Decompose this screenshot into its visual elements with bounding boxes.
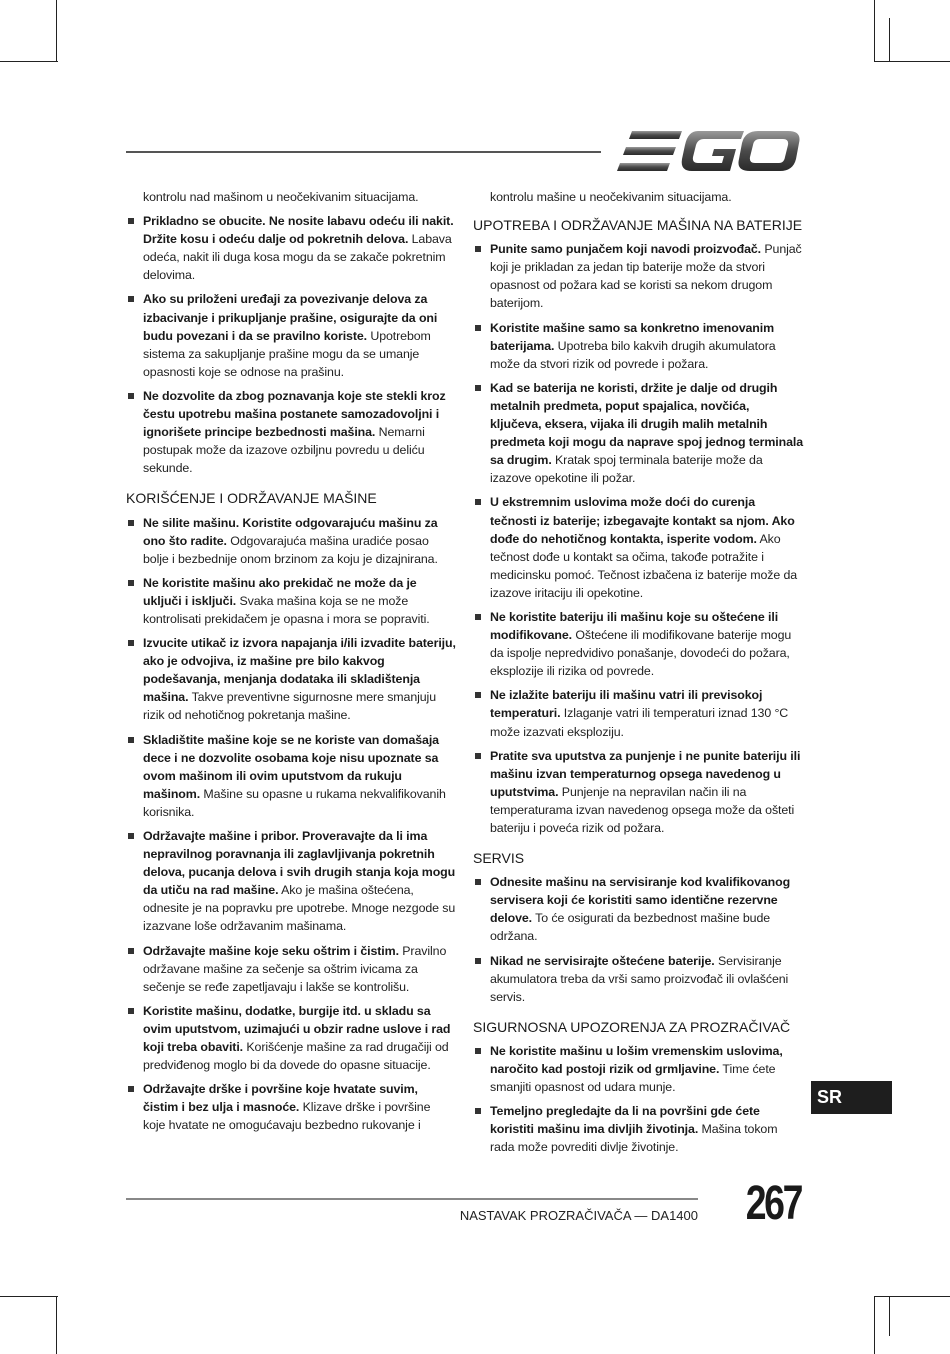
bullet-item [126,634,456,724]
crop-mark [874,0,875,62]
crop-mark [889,18,890,62]
ego-logo [616,127,802,175]
bullet-item-text: Takve preventivne sigurnosne mere smanjuju rizik od nehotičnog pokretanja mašine. [143,690,437,723]
section-heading-service: SERVIS [473,850,525,867]
bullet-item-lead: Ne koristite bateriju ili mašinu koje su oštećene ili modifikovane. [490,609,779,643]
right-column [473,188,803,1163]
bullet-item [126,574,456,628]
crop-mark [56,1296,57,1354]
bullet-item [473,686,803,740]
bullet-item-text: Punjač koji je prikladan za jedan tip baterije može da stvori opasnost od požara kad se koristi sa nekom drugom baterijom. [490,242,802,311]
bullet-item-lead: Odnesite mašinu na servisiranje kod kvalifikovanog servisera koji će koristiti samo identične rezervne delove. [490,875,791,926]
section-heading-battery-use: UPOTREBA I ODRŽAVANJE MAŠINA NA BATERIJE [473,217,803,234]
bullet-item-text: Oštećene ili modifikovane baterije mogu da ispolje nepredvidivo ponašanje, dovodeći do požara, eksplozije ili rizika od povrede. [490,628,792,679]
bullet-item-lead: Ne izlažite bateriju ili mašinu vatri ili previsokoj temperaturi. [490,688,763,721]
bullet-item-text: Odgovarajuća mašina uradiće posao bolje i bezbednije onom brzinom za koju je dizajnirana. [143,533,438,566]
bullet-item-lead: Punite samo punjačem koji navodi proizvođač. [490,242,762,257]
bullet-item-lead: Temeljno pregledajte da li na površini gde ćete koristiti mašinu ima divljih životinja. [490,1104,760,1137]
bullet-item [126,731,456,821]
bullet-item-lead: Kad se baterija ne koristi, držite je dalje od drugih metalnih predmeta, poput spajalica, novčića, ključeva, eksera, vijaka ili drugih malih metalnih predmeta koji mogu da naprave spoj jednog terminala sa drugim. [490,380,803,468]
bullet-item-lead: Ne koristite mašinu u lošim vremenskim uslovima, naročito kad postoji rizik od grmljavine. [490,1043,783,1077]
bullet-item-lead: Pratite sva uputstva za punjenje i ne punite bateriju ili mašinu izvan temperaturnog opsega navedenog u uputstvima. [490,748,801,799]
crop-mark [889,1296,890,1336]
crop-mark [874,61,950,62]
crop-mark [874,1296,875,1354]
bullet-item-text: Kratak spoj terminala baterije može da izazove opekotine ili požar. [490,453,763,486]
bullet-item-lead: Koristite mašinu, dodatke, burgije itd. u skladu sa ovim uputstvom, uzimajući u obzir radne uslove i rad koji treba obaviti. [143,1003,451,1055]
bullet-item-lead: Ne dozvolite da zbog poznavanja koje ste stekli kroz čestu upotrebu mašina postanete samozadovoljni i ignorišete principe bezbednosti mašina. [143,388,446,440]
bullet-item-text: Izlaganje vatri ili temperaturi iznad 130 °C može izazvati eksploziju. [490,706,789,739]
bullet-item-lead: Ako su priloženi uređaji za povezivanje delova za izbacivanje i prikupljanje prašine, osigurajte da oni budu povezani i da se pravilno koriste. [143,292,438,343]
bullet-item-text: Ako tečnost dođe u kontakt sa očima, takođe potražite i medicinsku pomoć. Tečnost izbačena iz baterije može da izazove iritaciju ili opekotine. [490,531,798,600]
left-column [126,188,456,1141]
header-rule [126,151,601,153]
footer-title: NASTAVAK PROZRAČIVAČA — DA1400 [459,1208,698,1223]
bullet-item [126,387,456,477]
bullet-item-lead: Ne silite mašinu. Koristite odgovarajuću mašinu za ono što radite. [143,515,438,548]
bullet-item [126,514,456,568]
bullet-item-lead: Koristite mašine samo sa konkretno imenovanim baterijama. [490,320,775,353]
bullet-item [473,873,803,945]
bullet-item-lead: Izvucite utikač iz izvora napajanja i/ili izvadite bateriju, ako je odvojiva, iz mašine pre bilo kakvog podešavanja, menjanja dodataka ili skladištenja mašina. [143,636,456,705]
bullet-item-text: Mašine su opasne u rukama nekvalifikovanih korisnika. [143,786,446,819]
section-heading-aerator-warnings: SIGURNOSNA UPOZORENJA ZA PROZRAČIVAČ [473,1018,791,1035]
bullet-item-text: Korišćenje mašine za rad drugačiji od predviđenog moglo bi da dovede do opasne situacije. [143,1040,449,1073]
crop-mark [0,61,58,62]
bullet-item-lead: Održavajte mašine i pribor. Proveravajte da li ima nepravilnog poravnanja ili zaglavljivanja pokretnih delova, pucanja delova i svih drugih stanja koja mogu da utiču na rad mašine. [143,829,456,898]
bullet-item-lead: Prikladno se obucite. Ne nosite labavu odeću ili nakit. Držite kosu i odeću dalje od pokretnih delova. [143,214,454,247]
bullet-item [473,493,803,602]
bullet-item-lead: Održavajte mašine koje seku oštrim i čistim. [143,943,399,958]
bullet-item-text: Punjenje na nepravilan način ili na temperaturama izvan navedenog opsega može da ošteti bateriju i poveća rizik od požara. [490,784,795,835]
bullet-item-text: Upotrebom sistema za sakupljanje prašine mogu da se umanje opasnosti koje se odnose na prašinu. [143,328,431,379]
crop-mark [874,1296,950,1297]
bullet-item [473,379,803,488]
bullet-item-text: Svaka mašina koja se ne može kontrolisati prekidačem je opasna i mora se popraviti. [143,593,430,626]
bullet-item-text: Ako je mašina oštećena, odnesite je na popravku pre upotrebe. Mnoge nezgode su izazvane loše održavanim mašinama. [143,883,456,934]
bullet-item-text: Mašina tokom rada može povrediti divlje životinje. [490,1122,778,1155]
bullet-item [473,952,803,1006]
bullet-item-lead: Skladištite mašine koje se ne koriste van domašaja dece i ne dozvolite osobama koje nisu upoznate sa ovom mašinom ili ovim uputstvom da rukuju mašinom. [143,732,439,801]
bullet-item-lead: U ekstremnim uslovima može doći do curenja tečnosti iz baterije; izbegavajte kontakt sa njom. Ako dođe do nehotičnog kontakta, isperite vodom. [490,495,795,546]
bullet-item [473,319,803,373]
bullet-item-text: Upotreba bilo kakvih drugih akumulatora može da stvori rizik od povrede i požara. [490,338,776,371]
crop-mark [56,0,57,62]
bullet-item-lead: Ne koristite mašinu ako prekidač ne može da je uključi i isključi. [143,575,417,608]
crop-mark [0,1296,58,1297]
bullet-item [473,1042,803,1096]
bullet-item [126,942,456,996]
bullet-item-text: To će osigurati da bezbednost mašine bude održana. [490,911,771,944]
bullet-item [126,290,456,380]
bullet-item [126,212,456,284]
continuation-text: kontrolu nad mašinom u neočekivanim situacijama. [143,190,419,204]
section-heading-machine-use: KORIŠĆENJE I ODRŽAVANJE MAŠINE [126,490,377,507]
page-number: 267 [745,1177,802,1230]
bullet-item-lead: Održavajte drške i površine koje hvatate suvim, čistim i bez ulja i masnoće. [143,1082,418,1115]
bullet-item [126,827,456,936]
bullet-item [126,1080,456,1134]
bullet-item-lead: Nikad ne servisirajte oštećene baterije. [490,953,715,968]
bullet-item [473,608,803,680]
bullet-item-text: Klizave drške i površine koje hvatate ne omogućavaju bezbedno rukovanje i [143,1100,431,1133]
continuation-text: kontrolu mašine u neočekivanim situacijama. [490,190,732,204]
language-tab: SR [811,1081,892,1114]
bullet-item [473,747,803,837]
footer-rule [126,1198,698,1200]
bullet-item-text: Pravilno održavane mašine za sečenje sa oštrim ivicama za sečenje se ređe zapetljavaju i lakše se kontrolišu. [143,943,447,994]
bullet-item [473,240,803,312]
bullet-item [126,1002,456,1074]
bullet-item-text: Time ćete smanjiti opasnost od udara munje. [490,1062,776,1095]
bullet-item-text: Servisiranje akumulatora treba da vrši samo proizvođač ili ovlašćeni servis. [490,953,789,1004]
bullet-item-text: Labava odeća, nakit ili duga kosa mogu da se zakače pokretnim delovima. [143,232,452,283]
bullet-item-text: Nemarni postupak može da izazove ozbiljnu povredu u deliću sekunde. [143,425,425,476]
bullet-item [473,1102,803,1156]
